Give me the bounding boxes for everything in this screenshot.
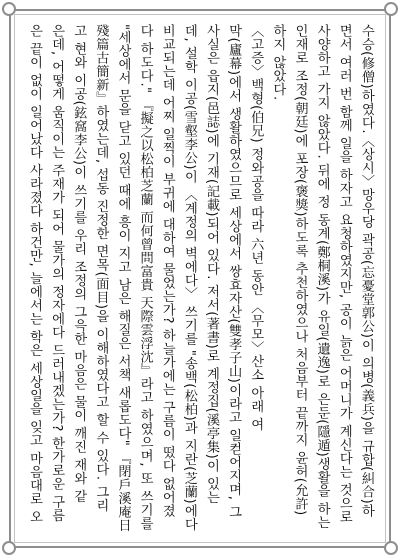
- text-column: 殘篇古簡新』하였는데, 섭동 진정한 면목(面目)을 이해하였다고 할 수 있다. 그리: [93, 24, 109, 512]
- text-column: 고 현와 이공(鉉窩李公)이 쓰기를 우리 조정의 그윽한 마음은 물이 깨진 재와 같: [71, 24, 87, 503]
- text-column: 사양하고 가지 않았다. 뒤에 정 동계(鄭桐溪)가 유일(遺逸)로 은둔(隱遁)생활을 하는: [314, 24, 330, 530]
- vertical-text-body: [24, 24, 376, 533]
- text-column: 은 끝이 없이 일어났다 사라졌다 하건만, 늘에서는 학은 세상일을 잊고 마음대로 오: [27, 24, 42, 524]
- text-column: 〈고증〉백형(伯兄) 정와공을 따라 六년 동안 〈무모〉산소 아래 여: [248, 24, 264, 431]
- corner-ornament: [384, 541, 398, 555]
- text-column: 인재로 조정(朝廷)에 포장(褒獎)하도록 추천하였으나 처음부터 끝까지 윤허(允許): [292, 24, 308, 516]
- corner-ornament: [2, 541, 16, 555]
- text-column: 비교되는데 어찌 일찍이 부귀에 대하여 물었는가? 하늘가에는 구름이 떴다 없어졌: [159, 24, 175, 518]
- text-column: 사실은 읍지(邑誌)에 기재(記載)되어 있다. 저서(著書)로 계정집(溪亭集)이 있는: [204, 24, 219, 505]
- text-column: 하지 않았다.: [270, 24, 286, 101]
- corner-ornament: [384, 2, 398, 16]
- text-column: 면서 여러 번 함께 일을 하자고 요청하였지만, 공이 늙은 어머니가 계신다는 것으로: [336, 24, 352, 524]
- text-column: 다 하도다." 『擬之以松柏芝蘭 而何曾問富貴 天際雲浮沈』라고 하였으며, 또 쓰기를: [137, 24, 153, 530]
- text-column: "세상에서 문을 닫고 있던 때에 흥이 지고 남은 해질은 서책 새롭도다" 『閉戶溪庵日: [115, 24, 131, 532]
- text-column: 막(廬幕)에서 생활하였으므로 세상에서 쌍효자산(雙孝子山)이라고 일컫어지며, 그: [226, 24, 242, 519]
- corner-ornament: [2, 2, 16, 16]
- text-column: 은데, 어떻게 움직이는 주재가 되어 물가의 정자에다 드러내겠는가? 한가로운 구름: [49, 24, 65, 522]
- text-column: 수승(修僧)하였다.〈상시〉망우당 곽공(忘憂堂郭公)이 의병(義兵)을 규합(糾合)하: [358, 24, 374, 518]
- text-column: 데, 설학 이공(雪壑李公)이 〈계정의 벽에다〉 쓰기를 "송백(松柏)과 지란(芝蘭)에다: [181, 24, 197, 531]
